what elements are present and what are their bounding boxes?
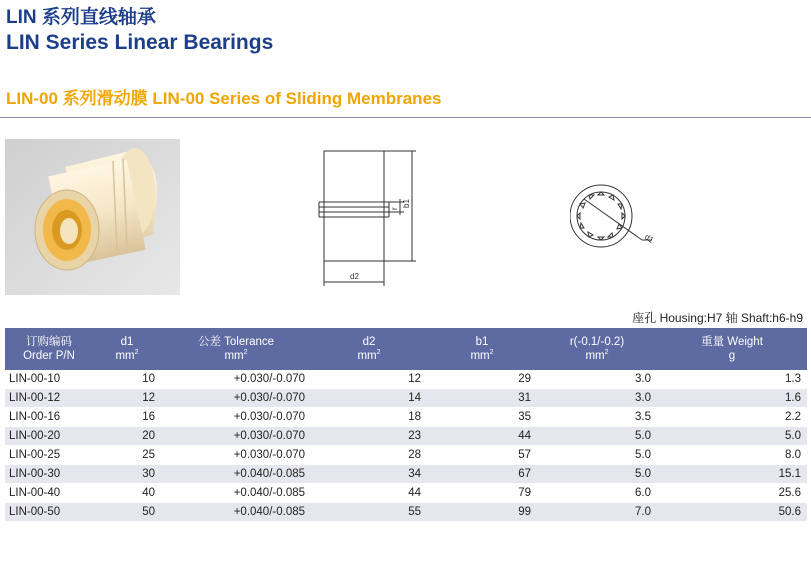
table-row: [5, 446, 807, 465]
cell-d2: 28: [311, 446, 427, 465]
cell-order-pn: LIN-00-16: [5, 408, 93, 427]
cell-tolerance: +0.030/-0.070: [161, 408, 311, 427]
cell-order-pn: LIN-00-20: [5, 427, 93, 446]
cell-order-pn: LIN-00-12: [5, 389, 93, 408]
col-header-tolerance: 公差 Tolerance $mm^2$: [161, 328, 311, 370]
cell-weight: 15.1: [657, 465, 807, 484]
cell-weight: 50.6: [657, 503, 807, 522]
cell-weight: 8.0: [657, 446, 807, 465]
dim-d2-label: d2: [350, 272, 359, 281]
section-subtitle: LIN-00 系列滑动膜 LIN-00 Series of Sliding Membranes: [6, 89, 442, 108]
cell-b1: 79: [427, 484, 537, 503]
dim-b1-label: b1: [402, 199, 411, 208]
cell-weight: 2.2: [657, 408, 807, 427]
col-header-d1: d1 $mm^2$: [93, 328, 161, 370]
table-row: [5, 465, 807, 484]
cell-d2: 55: [311, 503, 427, 522]
col-header-weight: 重量 Weight g: [657, 328, 807, 370]
cell-order-pn: LIN-00-30: [5, 465, 93, 484]
table-row: [5, 503, 807, 522]
cell-order-pn: LIN-00-10: [5, 370, 93, 389]
cell-tolerance: +0.030/-0.070: [161, 427, 311, 446]
cell-b1: 44: [427, 427, 537, 446]
col-header-order-pn: 订购编码 Order P/N: [5, 328, 93, 370]
side-view-drawing: [316, 144, 426, 294]
cell-r: 7.0: [537, 503, 657, 522]
cell-r: 3.0: [537, 370, 657, 389]
cell-b1: 99: [427, 503, 537, 522]
cell-weight: 1.3: [657, 370, 807, 389]
divider: [0, 117, 811, 118]
table-row: [5, 389, 807, 408]
col-header-b1: b1 $mm^2$: [427, 328, 537, 370]
table-row: [5, 427, 807, 446]
cell-weight: 1.6: [657, 389, 807, 408]
cell-r: 5.0: [537, 427, 657, 446]
product-photo: [5, 139, 180, 295]
cell-d2: 12: [311, 370, 427, 389]
cell-b1: 67: [427, 465, 537, 484]
cell-b1: 29: [427, 370, 537, 389]
cell-order-pn: LIN-00-40: [5, 484, 93, 503]
cell-order-pn: LIN-00-50: [5, 503, 93, 522]
cell-r: 5.0: [537, 465, 657, 484]
cell-r: 5.0: [537, 446, 657, 465]
cell-order-pn: LIN-00-25: [5, 446, 93, 465]
table-row: [5, 370, 807, 389]
cell-d1: 16: [93, 408, 161, 427]
cell-b1: 31: [427, 389, 537, 408]
table-row: [5, 484, 807, 503]
table-header-row: [5, 328, 807, 370]
cell-weight: 5.0: [657, 427, 807, 446]
cell-tolerance: +0.040/-0.085: [161, 484, 311, 503]
page-title-chinese: LIN 系列直线轴承: [6, 7, 156, 28]
fits-note: 座孔 Housing:H7 轴 Shaft:h6-h9: [632, 311, 803, 325]
cell-d2: 23: [311, 427, 427, 446]
cell-d2: 34: [311, 465, 427, 484]
cell-d1: 12: [93, 389, 161, 408]
cell-d1: 40: [93, 484, 161, 503]
cell-r: 6.0: [537, 484, 657, 503]
cell-d2: 44: [311, 484, 427, 503]
cell-tolerance: +0.040/-0.085: [161, 503, 311, 522]
cell-d1: 20: [93, 427, 161, 446]
cell-tolerance: +0.030/-0.070: [161, 446, 311, 465]
cell-b1: 57: [427, 446, 537, 465]
end-view-drawing: [570, 176, 665, 256]
cell-d2: 14: [311, 389, 427, 408]
cell-r: 3.5: [537, 408, 657, 427]
side-view-svg: [316, 144, 426, 294]
table-row: [5, 408, 807, 427]
dim-r-label: r: [390, 207, 399, 210]
spec-table: [5, 328, 807, 522]
page-title-english: LIN Series Linear Bearings: [6, 31, 274, 54]
cell-d1: 30: [93, 465, 161, 484]
cell-tolerance: +0.030/-0.070: [161, 389, 311, 408]
cell-b1: 35: [427, 408, 537, 427]
col-header-d2: d2 $mm^2$: [311, 328, 427, 370]
end-view-svg: [570, 176, 665, 256]
cell-d2: 18: [311, 408, 427, 427]
col-header-r: r(-0.1/-0.2) $mm^2$: [537, 328, 657, 370]
cell-r: 3.0: [537, 389, 657, 408]
cell-weight: 25.6: [657, 484, 807, 503]
cell-d1: 10: [93, 370, 161, 389]
cell-tolerance: +0.030/-0.070: [161, 370, 311, 389]
cell-d1: 25: [93, 446, 161, 465]
cell-tolerance: +0.040/-0.085: [161, 465, 311, 484]
bearing-illustration: [5, 139, 180, 295]
cell-d1: 50: [93, 503, 161, 522]
dim-d1-label: d1: [642, 232, 656, 245]
